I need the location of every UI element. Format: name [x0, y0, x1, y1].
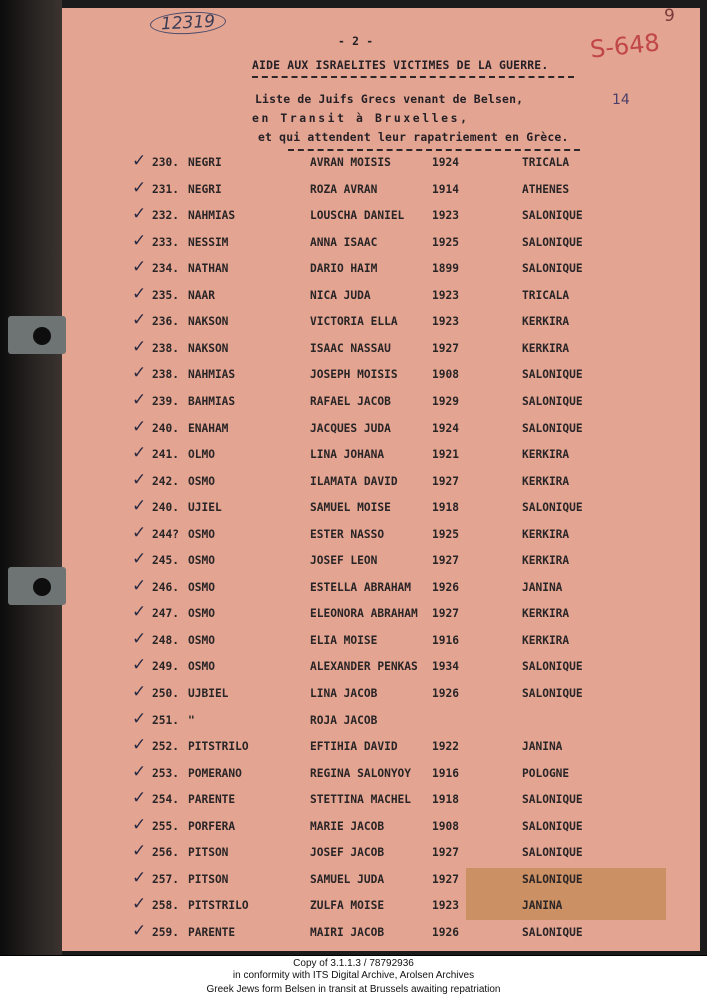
corner-page-number: 9: [664, 6, 675, 26]
surname: OSMO: [188, 527, 215, 541]
list-row: [130, 575, 650, 601]
list-row: [130, 363, 650, 388]
check-mark-icon: ✓: [132, 522, 147, 543]
check-mark-icon: ✓: [132, 682, 147, 702]
entry-number: 258.: [152, 899, 179, 913]
check-mark-icon: ✓: [132, 151, 147, 171]
birth-year: 1916: [432, 633, 459, 647]
surname: PARENTE: [188, 793, 236, 807]
check-mark-icon: ✓: [132, 177, 147, 198]
list-row: [130, 682, 650, 707]
list-row: [130, 230, 650, 256]
entry-number: 245.: [152, 554, 179, 568]
given-names: ISAAC NASSAU: [310, 341, 391, 355]
check-mark-icon: ✓: [132, 814, 147, 835]
birth-year: 1916: [432, 766, 459, 780]
footer-copy-ref: Copy of 3.1.1.3 / 78792936: [293, 958, 414, 969]
check-mark-icon: ✓: [132, 389, 147, 410]
surname: NAAR: [188, 288, 215, 302]
list-row: [130, 177, 650, 203]
entry-number: 239.: [152, 394, 179, 408]
surname: POMERANO: [188, 766, 242, 780]
entry-number: 257.: [152, 872, 179, 886]
surname: ": [188, 713, 195, 727]
surname: NEGRI: [188, 182, 222, 196]
binder-clip-icon: [8, 567, 66, 605]
list-row: [130, 522, 650, 548]
handwritten-reference: S-648: [588, 28, 661, 64]
city: SALONIQUE: [522, 209, 583, 223]
list-row: [130, 257, 650, 282]
entry-number: 238.: [152, 341, 179, 355]
given-names: REGINA SALONYOY: [310, 766, 412, 780]
list-row: [130, 151, 650, 176]
list-title-line1: Liste de Juifs Grecs venant de Belsen,: [255, 92, 524, 106]
list-row: [130, 496, 650, 521]
surname: OSMO: [188, 554, 215, 568]
header-rule: [288, 149, 580, 151]
birth-year: 1927: [432, 872, 459, 886]
city: SALONIQUE: [522, 501, 583, 515]
list-row: [130, 416, 650, 442]
birth-year: 1923: [432, 288, 459, 302]
city: KERKIRA: [522, 554, 570, 568]
given-names: LINA JOHANA: [310, 448, 385, 462]
check-mark-icon: ✓: [132, 336, 147, 357]
birth-year: 1925: [432, 235, 459, 249]
birth-year: 1927: [432, 554, 459, 568]
check-mark-icon: ✓: [132, 443, 147, 464]
surname: PITSON: [188, 872, 229, 886]
city: TRICALA: [522, 156, 570, 169]
surname: NAKSON: [188, 315, 229, 329]
list-row: [130, 735, 650, 760]
city: JANINA: [522, 740, 563, 754]
check-mark-icon: ✓: [132, 257, 147, 278]
check-mark-icon: ✓: [132, 735, 147, 756]
entry-number: 249.: [152, 660, 179, 674]
check-mark-icon: ✓: [132, 655, 147, 676]
birth-year: 1899: [432, 262, 459, 276]
birth-year: 1908: [432, 819, 459, 833]
given-names: JOSEF LEON: [310, 554, 378, 568]
city: JANINA: [522, 899, 563, 913]
surname: UJIEL: [188, 501, 222, 515]
archive-stamp-number: 12319: [149, 10, 226, 36]
check-mark-icon: ✓: [132, 310, 147, 331]
given-names: NICA JUDA: [310, 288, 371, 302]
list-title-line3: et qui attendent leur rapatriement en Grèce.: [258, 130, 569, 144]
page-number: - 2 -: [338, 34, 374, 48]
given-names: EFTIHIA DAVID: [310, 740, 398, 754]
entry-number: 238.: [152, 368, 179, 382]
check-mark-icon: ✓: [132, 788, 147, 809]
check-mark-icon: ✓: [132, 469, 147, 490]
given-names: JACQUES JUDA: [310, 421, 391, 435]
given-names: STETTINA MACHEL: [310, 793, 412, 807]
entry-number: 254.: [152, 793, 179, 807]
surname: UJBIEL: [188, 687, 229, 700]
list-row: [130, 628, 650, 654]
surname: OSMO: [188, 474, 215, 488]
list-title-line2: en Transit à Bruxelles,: [252, 111, 470, 125]
list-row: [130, 389, 650, 415]
birth-year: 1923: [432, 315, 459, 329]
surname: PITSTRILO: [188, 740, 249, 754]
given-names: DARIO HAIM: [310, 262, 378, 276]
surname: NATHAN: [188, 262, 229, 276]
given-names: ESTELLA ABRAHAM: [310, 580, 412, 594]
birth-year: 1927: [432, 607, 459, 621]
city: KERKIRA: [522, 315, 570, 329]
check-mark-icon: ✓: [132, 416, 147, 437]
check-mark-icon: ✓: [132, 283, 147, 304]
birth-year: 1921: [432, 448, 459, 462]
list-row: [130, 469, 650, 495]
entry-number: 241.: [152, 448, 179, 462]
binder-edge: [0, 0, 62, 955]
entry-number: 234.: [152, 262, 179, 276]
entry-number: 252.: [152, 740, 179, 754]
city: TRICALA: [522, 288, 570, 302]
surname: NESSIM: [188, 235, 229, 249]
birth-year: 1926: [432, 925, 459, 939]
given-names: ROJA JACOB: [310, 713, 378, 727]
birth-year: 1914: [432, 182, 459, 196]
given-names: MAIRI JACOB: [310, 925, 385, 939]
city: SALONIQUE: [522, 846, 583, 860]
check-mark-icon: ✓: [132, 920, 147, 941]
archive-footer: [0, 955, 707, 1001]
entry-number: 256.: [152, 846, 179, 860]
surname: PARENTE: [188, 925, 236, 939]
list-row: [130, 204, 650, 229]
surname: PITSTRILO: [188, 899, 249, 913]
given-names: JOSEF JACOB: [310, 846, 385, 860]
check-mark-icon: ✓: [132, 549, 147, 570]
entry-number: 236.: [152, 315, 179, 329]
given-names: SAMUEL MOISE: [310, 501, 391, 515]
given-names: LINA JACOB: [310, 687, 378, 700]
given-names: JOSEPH MOISIS: [310, 368, 398, 382]
city: SALONIQUE: [522, 368, 583, 382]
city: SALONIQUE: [522, 925, 583, 939]
city: SALONIQUE: [522, 235, 583, 249]
entry-number: 240.: [152, 421, 179, 435]
surname: PORFERA: [188, 819, 236, 833]
city: KERKIRA: [522, 607, 570, 621]
birth-year: 1934: [432, 660, 459, 674]
check-mark-icon: ✓: [132, 602, 147, 623]
city: SALONIQUE: [522, 819, 583, 833]
birth-year: 1927: [432, 474, 459, 488]
city: KERKIRA: [522, 448, 570, 462]
city: SALONIQUE: [522, 421, 583, 435]
check-mark-icon: ✓: [132, 628, 147, 649]
given-names: ANNA ISAAC: [310, 235, 378, 249]
birth-year: 1908: [432, 368, 459, 382]
birth-year: 1918: [432, 793, 459, 807]
list-row: [130, 283, 650, 309]
birth-year: 1922: [432, 740, 459, 754]
surname: OSMO: [188, 660, 215, 674]
birth-year: 1926: [432, 687, 459, 700]
surname: NAHMIAS: [188, 209, 236, 223]
entry-number: 231.: [152, 182, 179, 196]
check-mark-icon: ✓: [132, 708, 147, 729]
list-row: [130, 708, 650, 734]
entry-number: 232.: [152, 209, 179, 223]
footer-description: Greek Jews form Belsen in transit at Brussels awaiting repatriation: [206, 984, 501, 995]
given-names: ELEONORA ABRAHAM: [310, 607, 418, 621]
entry-number: 240.: [152, 501, 179, 515]
entry-number: 250.: [152, 687, 179, 700]
list-row: [130, 336, 650, 362]
given-names: RAFAEL JACOB: [310, 394, 391, 408]
city: JANINA: [522, 580, 563, 594]
city: SALONIQUE: [522, 793, 583, 807]
entry-number: 230.: [152, 156, 179, 169]
city: KERKIRA: [522, 633, 570, 647]
given-names: ALEXANDER PENKAS: [310, 660, 418, 674]
check-mark-icon: ✓: [132, 867, 147, 888]
city: KERKIRA: [522, 527, 570, 541]
check-mark-icon: ✓: [132, 204, 147, 225]
check-mark-icon: ✓: [132, 496, 147, 517]
surname: BAHMIAS: [188, 394, 236, 408]
list-row: [130, 602, 650, 627]
given-names: SAMUEL JUDA: [310, 872, 385, 886]
birth-year: 1923: [432, 209, 459, 223]
city: SALONIQUE: [522, 872, 583, 886]
list-row: [130, 761, 650, 787]
given-names: LOUSCHA DANIEL: [310, 209, 405, 223]
footer-conformity: in conformity with ITS Digital Archive, Arolsen Archives: [232, 970, 475, 981]
birth-year: 1918: [432, 501, 459, 515]
entry-number: 242.: [152, 474, 179, 488]
given-names: AVRAN MOISIS: [310, 156, 391, 169]
check-mark-icon: ✓: [132, 761, 147, 782]
surname: NEGRI: [188, 156, 222, 169]
surname: OSMO: [188, 633, 215, 647]
city: POLOGNE: [522, 766, 570, 780]
entry-number: 244?: [152, 527, 179, 541]
surname: NAKSON: [188, 341, 229, 355]
check-mark-icon: ✓: [132, 575, 147, 596]
birth-year: 1923: [432, 899, 459, 913]
entry-number: 259.: [152, 925, 179, 939]
birth-year: 1926: [432, 580, 459, 594]
given-names: ELIA MOISE: [310, 633, 378, 647]
city: KERKIRA: [522, 474, 570, 488]
binder-clip-icon: [8, 316, 66, 354]
check-mark-icon: ✓: [132, 841, 147, 862]
surname: NAHMIAS: [188, 368, 236, 382]
birth-year: 1925: [432, 527, 459, 541]
list-row: [130, 655, 650, 680]
birth-year: 1927: [432, 341, 459, 355]
birth-year: 1927: [432, 846, 459, 860]
given-names: ZULFA MOISE: [310, 899, 385, 913]
given-names: ILAMATA DAVID: [310, 474, 398, 488]
check-mark-icon: ✓: [132, 230, 147, 251]
entry-number: 246.: [152, 580, 179, 594]
list-row: [130, 310, 650, 335]
check-mark-icon: ✓: [132, 363, 147, 384]
list-row: [130, 894, 650, 919]
city: SALONIQUE: [522, 687, 583, 700]
birth-year: 1929: [432, 394, 459, 408]
given-names: ESTER NASSO: [310, 527, 385, 541]
entry-number: 255.: [152, 819, 179, 833]
birth-year: 1924: [432, 421, 459, 435]
city: SALONIQUE: [522, 262, 583, 276]
list-row: [130, 788, 650, 813]
entry-number: 247.: [152, 607, 179, 621]
list-row: [130, 841, 650, 866]
surname: OSMO: [188, 580, 215, 594]
organization-title: AIDE AUX ISRAELITES VICTIMES DE LA GUERRE.: [252, 58, 549, 72]
check-mark-icon: ✓: [132, 894, 147, 915]
list-row: [130, 920, 650, 946]
given-names: MARIE JACOB: [310, 819, 385, 833]
city: KERKIRA: [522, 341, 570, 355]
entry-number: 248.: [152, 633, 179, 647]
given-names: VICTORIA ELLA: [310, 315, 398, 329]
surname: ENAHAM: [188, 421, 229, 435]
surname: OSMO: [188, 607, 215, 621]
city: SALONIQUE: [522, 394, 583, 408]
entry-number: 253.: [152, 766, 179, 780]
list-row: [130, 867, 650, 893]
entry-number: 251.: [152, 713, 179, 727]
city: ATHENES: [522, 182, 570, 196]
list-row: [130, 443, 650, 468]
surname: PITSON: [188, 846, 229, 860]
city: SALONIQUE: [522, 660, 583, 674]
list-row: [130, 549, 650, 574]
pencil-number: 14: [612, 92, 630, 108]
entry-number: 235.: [152, 288, 179, 302]
surname: OLMO: [188, 448, 215, 462]
entry-number: 233.: [152, 235, 179, 249]
given-names: ROZA AVRAN: [310, 182, 378, 196]
birth-year: 1924: [432, 156, 459, 169]
list-row: [130, 814, 650, 840]
header-rule: [252, 76, 574, 78]
